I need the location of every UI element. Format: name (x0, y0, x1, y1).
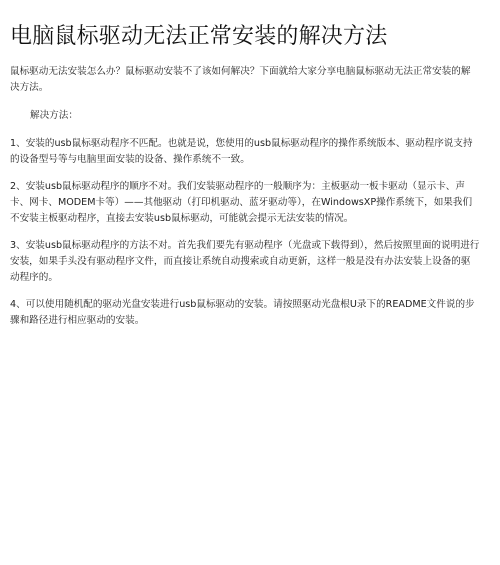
method-item-2: 2、安装usb鼠标驱动程序的顺序不对。我们安装驱动程序的一般顺序为：主板驱动一板卡驱动（显示卡、声卡、网卡、MODEM卡等）——其他驱动（打印机驱动、蓝牙驱动等），在WindowsXP操作系统下，如果我们不安装主板驱动程序，直接去安装usb鼠标驱动，可能就会提示无法安装的情况。 (10, 181, 473, 224)
method-item-1: 1、安装的usb鼠标驱动程序不匹配。也就是说，您使用的usb鼠标驱动程序的操作系统版本、驱动程序说支持的设备型号等与电脑里面安装的设备、操作系统不一致。 (10, 138, 473, 165)
article-title: 电脑鼠标驱动无法正常安装的解决方法 (10, 24, 388, 49)
method-item-3: 3、安装usb鼠标驱动程序的方法不对。首先我们要先有驱动程序（光盘或下载得到），然后按照里面的说明进行安装，如果手头没有驱动程序文件，而直接让系统自动搜索或自动更新，这样一般是没有办法安装上设备的驱动程序的。 (10, 240, 480, 283)
method-item-4: 4、可以使用随机配的驱动光盘安装进行usb鼠标驱动的安装。请按照驱动光盘根U录下的README文件说的步骤和路径进行相应驱动的安装。 (10, 299, 475, 326)
intro-paragraph: 鼠标驱动无法安装怎么办？鼠标驱动安装不了该如何解决？下面就给大家分享电脑鼠标驱动无法正常安装的解决方法。 (10, 66, 471, 93)
methods-heading: 解决方法： (30, 110, 78, 121)
